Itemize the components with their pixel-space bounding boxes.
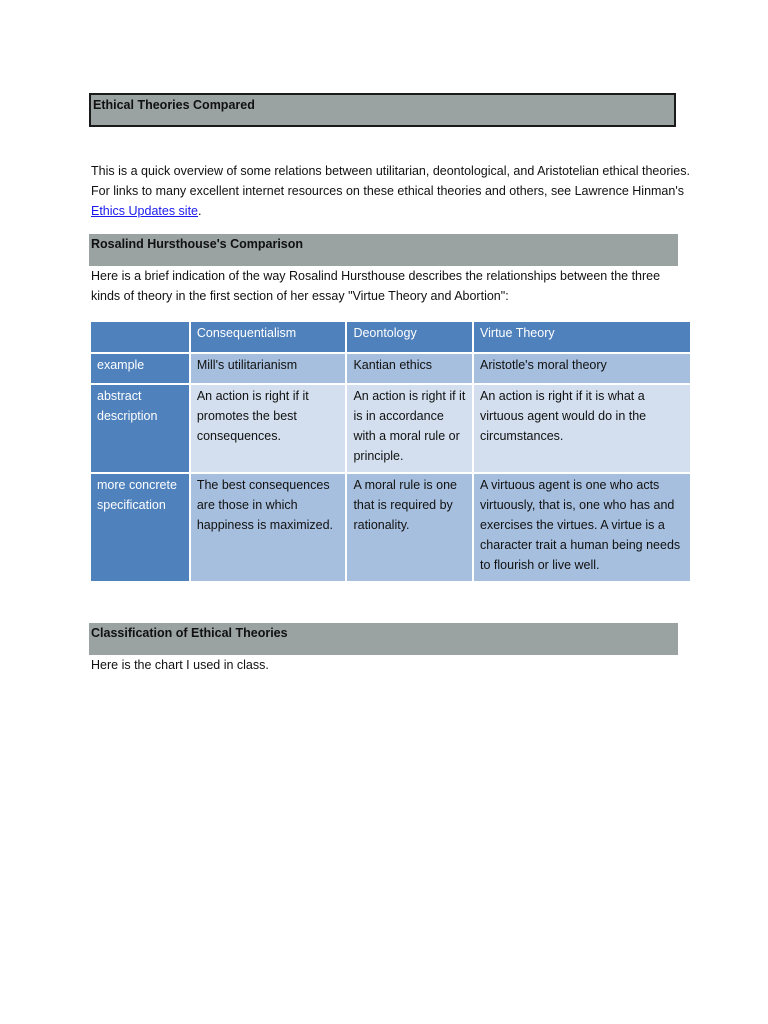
table-cell: Aristotle's moral theory bbox=[473, 353, 691, 384]
page-title: Ethical Theories Compared bbox=[89, 93, 676, 127]
table-header-row bbox=[90, 321, 691, 353]
table-row bbox=[90, 473, 691, 582]
comparison-table bbox=[89, 320, 692, 583]
intro-text-end: . bbox=[198, 204, 202, 218]
ethics-updates-link[interactable]: Ethics Updates site bbox=[91, 204, 198, 218]
intro-paragraph bbox=[91, 161, 691, 221]
classification-description: Here is the chart I used in class. bbox=[91, 658, 269, 672]
table-cell: The best consequences are those in which happiness is maximized. bbox=[190, 473, 347, 582]
table-cell: A virtuous agent is one who acts virtuously, that is, one who has and exercises the virtues. A virtue is a character trait a human being needs to flourish or live well. bbox=[473, 473, 691, 582]
table-header-consequentialism: Consequentialism bbox=[190, 321, 347, 353]
table-cell: An action is right if it is what a virtuous agent would do in the circumstances. bbox=[473, 384, 691, 473]
row-label-example: example bbox=[90, 353, 190, 384]
comparison-description: Here is a brief indication of the way Rosalind Hursthouse describes the relationships between the three kinds of theory in the first section of her essay "Virtue Theory and Abortion": bbox=[91, 269, 661, 303]
table-header-virtue-theory: Virtue Theory bbox=[473, 321, 691, 353]
row-label-abstract-description: abstract description bbox=[90, 384, 190, 473]
section-heading-classification: Classification of Ethical Theories bbox=[89, 623, 678, 655]
table-cell: An action is right if it is in accordance with a moral rule or principle. bbox=[346, 384, 473, 473]
table-header-corner bbox=[90, 321, 190, 353]
table-row bbox=[90, 384, 691, 473]
table-cell: Mill's utilitarianism bbox=[190, 353, 347, 384]
row-label-concrete-specification: more concrete specification bbox=[90, 473, 190, 582]
table-cell: An action is right if it promotes the best consequences. bbox=[190, 384, 347, 473]
table-header-deontology: Deontology bbox=[346, 321, 473, 353]
table-cell: A moral rule is one that is required by rationality. bbox=[346, 473, 473, 582]
table-cell: Kantian ethics bbox=[346, 353, 473, 384]
intro-text: This is a quick overview of some relations between utilitarian, deontological, and Aristotelian ethical theories. For links to many excellent internet resources on these ethical theories and others, see Lawrence Hinman's bbox=[91, 164, 690, 198]
table-row bbox=[90, 353, 691, 384]
section-heading-comparison: Rosalind Hursthouse's Comparison bbox=[89, 234, 678, 266]
